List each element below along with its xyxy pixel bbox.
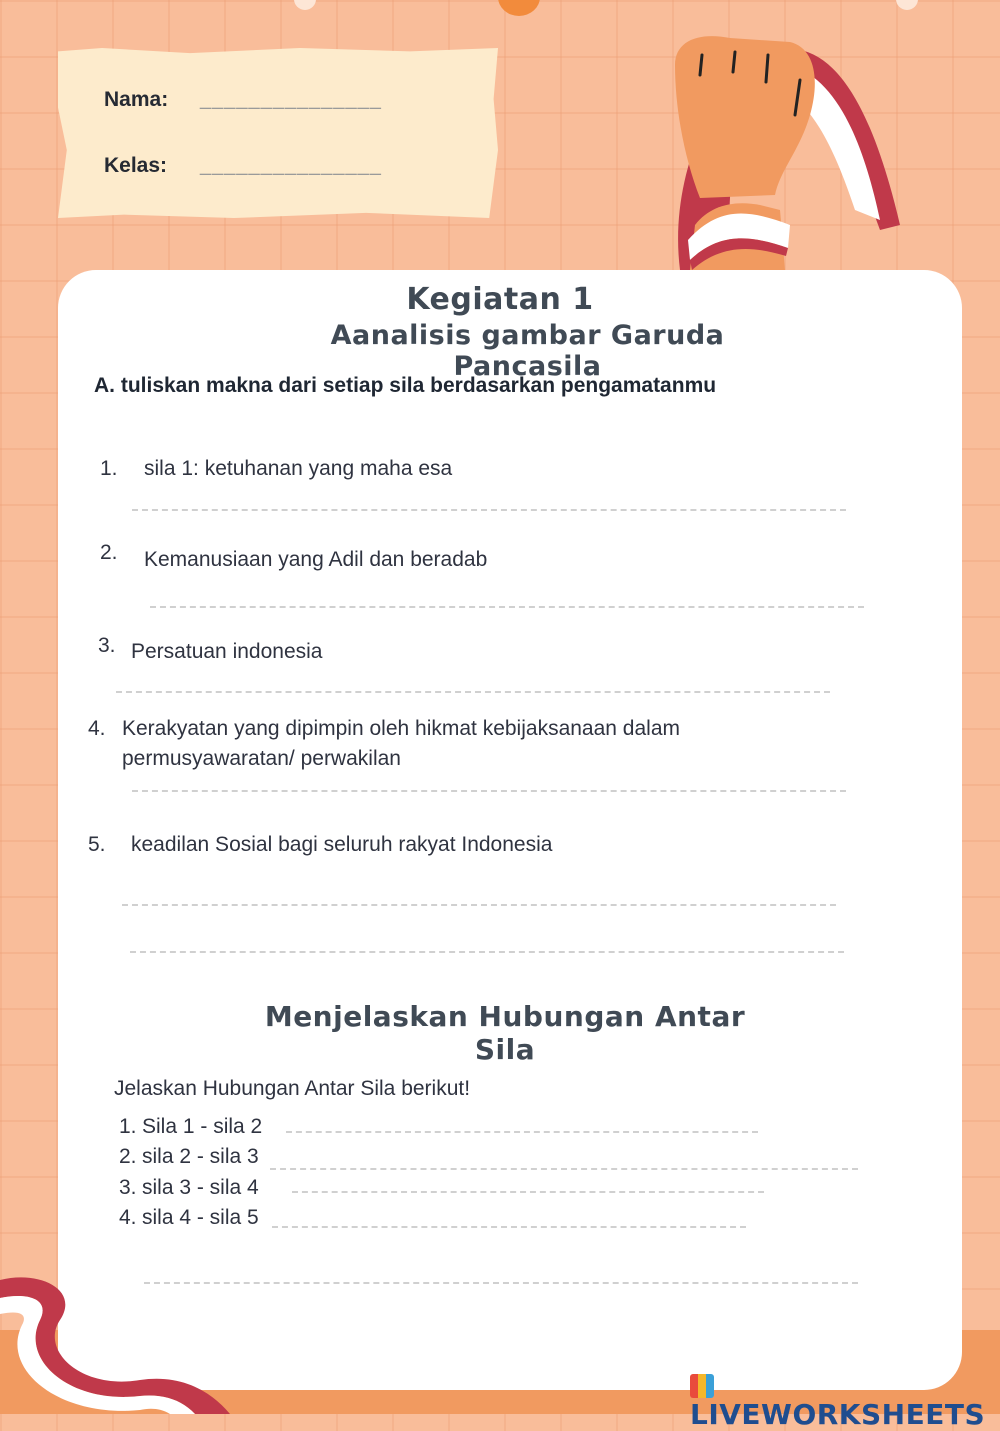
relation-answer-line-2[interactable] (270, 1168, 858, 1170)
sila-1-text: sila 1: ketuhanan yang maha esa (144, 457, 453, 480)
logo-text: LIVEWORKSHEETS (690, 1398, 986, 1431)
item-number: 3. (98, 634, 116, 657)
fist-flag-illustration (640, 20, 920, 280)
activity-subtitle: Aanalisis gambar Garuda Pancasila (330, 320, 725, 382)
sila-4-text-continued: permusyawaratan/ perwakilan (122, 747, 401, 770)
relation-answer-line-1[interactable] (286, 1131, 758, 1133)
relation-4-text: sila 4 - sila 5 (142, 1206, 259, 1229)
sila-3-text: Persatuan indonesia (131, 640, 323, 663)
relation-2-text: sila 2 - sila 3 (142, 1145, 259, 1168)
activity-instruction: A. tuliskan makna dari setiap sila berdasarkan pengamatanmu (94, 374, 717, 397)
activity-title: Kegiatan 1 (406, 282, 594, 317)
item-number: 5. (88, 833, 106, 856)
name-input-blank[interactable]: _______________ (200, 88, 382, 110)
relation-1-text: Sila 1 - sila 2 (142, 1115, 263, 1138)
relations-title: Menjelaskan Hubungan Antar Sila (264, 1000, 746, 1066)
answer-line-2[interactable] (150, 606, 864, 608)
name-label: Nama: (104, 88, 169, 111)
relation-number: 1. (119, 1115, 137, 1138)
decor-dot (896, 0, 918, 10)
relation-number: 2. (119, 1145, 137, 1168)
relation-number: 3. (119, 1176, 137, 1199)
item-number: 2. (100, 541, 118, 564)
relation-answer-line-3[interactable] (292, 1191, 764, 1193)
decor-fruit (498, 0, 540, 16)
answer-line-3[interactable] (116, 691, 830, 693)
class-input-blank[interactable]: _______________ (200, 154, 382, 176)
sila-5-text: keadilan Sosial bagi seluruh rakyat Indonesia (131, 833, 553, 856)
answer-line-1[interactable] (132, 509, 846, 511)
relation-3-text: sila 3 - sila 4 (142, 1176, 259, 1199)
answer-line-5b[interactable] (130, 951, 844, 953)
sila-4-text: Kerakyatan yang dipimpin oleh hikmat kebijaksanaan dalam (122, 717, 680, 740)
answer-line-4[interactable] (132, 790, 846, 792)
relation-answer-line-extra[interactable] (144, 1282, 858, 1284)
liveworksheets-logo (690, 1374, 990, 1431)
item-number: 1. (100, 457, 118, 480)
logo-icon (690, 1374, 714, 1398)
relations-instruction: Jelaskan Hubungan Antar Sila berikut! (114, 1077, 471, 1100)
relation-answer-line-4[interactable] (272, 1226, 746, 1228)
decor-dot (294, 0, 316, 10)
answer-line-5a[interactable] (122, 904, 836, 906)
relation-number: 4. (119, 1206, 137, 1229)
student-info-card (58, 48, 498, 218)
class-label: Kelas: (104, 154, 168, 177)
sila-2-text: Kemanusiaan yang Adil dan beradab (144, 548, 488, 571)
flag-ribbon-illustration (0, 1270, 250, 1414)
item-number: 4. (88, 717, 106, 740)
